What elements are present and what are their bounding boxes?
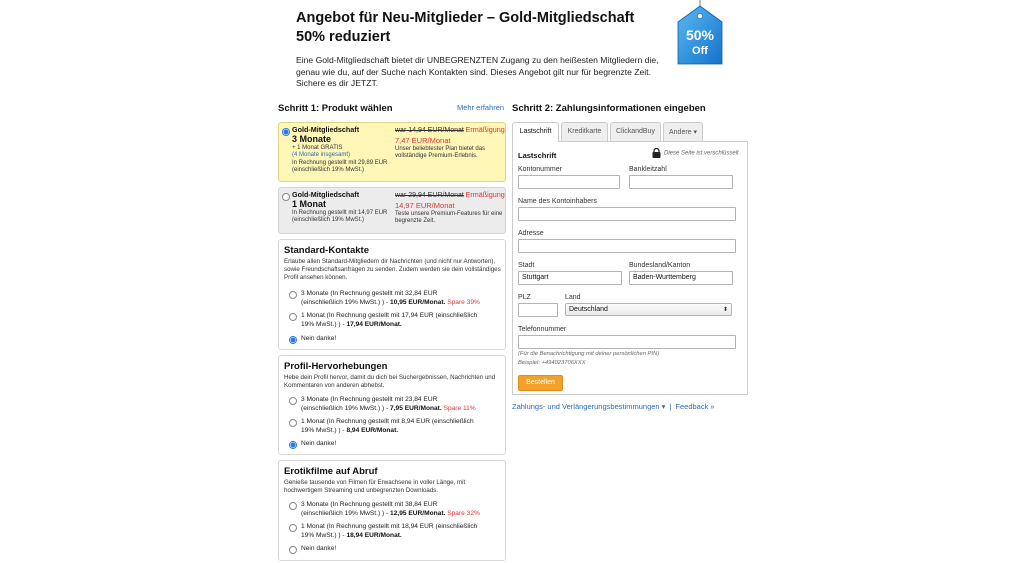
- telefon-input[interactable]: [518, 335, 736, 349]
- offer-discount: Ermäßigung: [465, 190, 505, 199]
- option-radio[interactable]: [289, 291, 297, 299]
- option-line1: 3 Monate (In Rechnung gestellt mit 38,84 EUR: [301, 501, 438, 508]
- option-radio[interactable]: [289, 313, 297, 321]
- offer-desc: Unser beliebtester Plan bietet das vollständige Premium-Erlebnis.: [395, 145, 486, 160]
- offer-info: [292, 126, 396, 175]
- option-radio[interactable]: [289, 397, 297, 405]
- offer-billing: In Rechnung gestellt mit 29,89 EUR: [292, 159, 388, 166]
- option-radio[interactable]: [289, 419, 297, 427]
- kontonummer-input[interactable]: [518, 175, 620, 189]
- option-line2: 19% MwSt.) ) -: [301, 531, 347, 539]
- addon-description: Erlaube allen Standard-Mitgliedern dir Nachrichten (und nicht nur Antworten), sowie Freundschaftsanfragen zu senden. Zudem werden sie dein vollständiges Profil ansehen können.: [284, 258, 501, 281]
- offer-radio[interactable]: [282, 193, 290, 201]
- bankleitzahl-label: Bankleitzahl: [629, 166, 667, 173]
- addon-profile-highlights: [278, 355, 506, 455]
- option-line1: 3 Monate (In Rechnung gestellt mit 32,84 EUR: [301, 290, 438, 297]
- phone-note: (Für die Benachrichtigung mit deiner persönlichen PIN): [518, 351, 660, 357]
- addon-title: Profil-Hervorhebungen: [284, 361, 388, 372]
- step2-title: Schritt 2: Zahlungsinformationen eingeben: [512, 103, 706, 114]
- option-price: 8,94 EUR/Monat.: [346, 426, 399, 434]
- offer-gold-3-months[interactable]: [278, 122, 506, 182]
- offer-vat: (einschließlich 19% MwSt.): [292, 167, 365, 174]
- more-info-link[interactable]: Mehr erfahren: [457, 103, 505, 112]
- land-label: Land: [565, 294, 581, 301]
- option-price: 12,95 EUR/Monat.: [390, 509, 446, 517]
- secure-text: Diese Seite ist verschlüsselt: [664, 150, 739, 157]
- option-line2: (einschließlich 19% MwSt.) ) -: [301, 404, 391, 412]
- offer-radio[interactable]: [282, 128, 290, 136]
- offer-vat: (einschließlich 19% MwSt.): [292, 217, 365, 224]
- option-radio[interactable]: [289, 336, 297, 344]
- plz-input[interactable]: [518, 303, 558, 317]
- option-radio[interactable]: [289, 524, 297, 532]
- bankleitzahl-input[interactable]: [629, 175, 733, 189]
- select-arrows-icon: ⬍: [722, 307, 728, 313]
- offer-extra: + 1 Monat GRATIS: [292, 144, 343, 151]
- addon-title: Erotikfilme auf Abruf: [284, 466, 378, 477]
- order-button[interactable]: Bestellen: [518, 375, 563, 391]
- bundesland-label: Bundesland/Kanton: [629, 262, 691, 269]
- option-line1: 3 Monate (In Rechnung gestellt mit 23,84 EUR: [301, 396, 438, 403]
- option-price: 18,94 EUR/Monat.: [346, 531, 402, 539]
- option-line1: 1 Monat (In Rechnung gestellt mit 8,94 EUR (einschließlich: [301, 418, 474, 425]
- adresse-label: Adresse: [518, 230, 544, 237]
- plz-label: PLZ: [518, 294, 531, 301]
- addon-standard-contacts: [278, 239, 506, 350]
- offer-pricing: [395, 191, 505, 226]
- step1-title: Schritt 1: Produkt wählen: [278, 103, 393, 114]
- addon-description: Genieße tausende von Filmen für Erwachsene in voller Länge, mit hochwertigem Streaming und unbegrenzten Downloads.: [284, 479, 466, 494]
- option-line1: 1 Monat (In Rechnung gestellt mit 17,94 EUR (einschließlich: [301, 312, 478, 319]
- option-line1: 1 Monat (In Rechnung gestellt mit 18,94 EUR (einschließlich: [301, 523, 478, 530]
- offer-name: Gold-Mitgliedschaft: [292, 125, 360, 134]
- addon-movies-on-demand: [278, 460, 506, 561]
- option-line1: Nein danke!: [301, 440, 337, 447]
- option-line2: 19% MwSt.) ) -: [301, 320, 347, 328]
- offer-billing: In Rechnung gestellt mit 14,97 EUR: [292, 209, 388, 216]
- tab-andere[interactable]: Andere ▾: [663, 122, 703, 141]
- offer-duration: 3 Monate: [292, 133, 332, 144]
- option-line2: (einschließlich 19% MwSt.) ) -: [301, 509, 391, 517]
- offer-desc: Teste unsere Premium-Features für eine begrenzte Zeit.: [395, 210, 503, 225]
- addon-description: Hebe dein Profil hervor, damit du dich bei Suchergebnissen, Nachrichten und Kommentaren von anderen abhebst.: [284, 374, 496, 389]
- option-radio[interactable]: [289, 546, 297, 554]
- option-save: Spare 32%: [447, 509, 480, 517]
- tag-percent: 50%: [685, 27, 715, 43]
- terms-link[interactable]: Zahlungs- und Verlängerungsbestimmungen ▾: [512, 402, 666, 411]
- stadt-input[interactable]: Stuttgart: [518, 271, 622, 285]
- telefon-label: Telefonnummer: [518, 326, 567, 333]
- offer-info: [292, 191, 396, 225]
- page-title-line1: Angebot für Neu-Mitglieder – Gold-Mitgliedschaft: [296, 10, 635, 26]
- kontonummer-label: Kontonummer: [518, 166, 562, 173]
- offer-old-price: war 29,94 EUR/Monat: [395, 192, 464, 199]
- option-line1: Nein danke!: [301, 545, 337, 552]
- option-price: 7,95 EUR/Monat.: [390, 404, 442, 412]
- offer-total: (4 Monate insgesamt): [292, 152, 351, 159]
- option-price: 10,95 EUR/Monat.: [390, 298, 446, 306]
- land-select[interactable]: [565, 303, 732, 316]
- offer-pricing: [395, 126, 505, 161]
- offer-gold-1-month[interactable]: [278, 187, 506, 234]
- kontoinhaber-input[interactable]: [518, 207, 736, 221]
- option-line1: Nein danke!: [301, 335, 337, 342]
- option-line2: (einschließlich 19% MwSt.) ) -: [301, 298, 391, 306]
- addon-title: Standard-Kontakte: [284, 245, 369, 256]
- offer-description: Eine Gold-Mitgliedschaft bietet dir UNBEGRENZTEN Zugang zu den heißesten Mitgliedern die, genau wie du, auf der Suche nach Kontakten sind. Dieses Angebot gilt nur für begrenzte Zeit. Sichere es dir JETZT.: [296, 55, 659, 89]
- kontoinhaber-label: Name des Kontoinhabers: [518, 198, 597, 205]
- option-line2: 19% MwSt.) ) -: [301, 426, 347, 434]
- offer-new-price: 7,47 EUR/Monat: [395, 135, 451, 145]
- offer-discount: Ermäßigung: [465, 125, 505, 134]
- phone-example: Beispiel: +494023706XXX: [518, 360, 586, 366]
- footer-separator: |: [669, 402, 672, 411]
- offer-name: Gold-Mitgliedschaft: [292, 190, 360, 199]
- page-title: [296, 9, 676, 47]
- option-price: 17,94 EUR/Monat.: [346, 320, 402, 328]
- footer-links: [512, 402, 715, 411]
- discount-tag-icon: [672, 0, 728, 68]
- tag-off: Off: [692, 45, 708, 57]
- offer-new-price: 14,97 EUR/Monat: [395, 200, 455, 210]
- lock-icon: [652, 148, 661, 158]
- option-save: Spare 39%: [447, 298, 480, 306]
- option-save: Spare 11%: [443, 404, 476, 412]
- option-radio[interactable]: [289, 441, 297, 449]
- offer-duration: 1 Monat: [292, 198, 327, 209]
- tab-clickandbuy[interactable]: ClickandBuy: [610, 122, 661, 141]
- option-radio[interactable]: [289, 502, 297, 510]
- secure-note: [652, 148, 739, 158]
- stadt-label: Stadt: [518, 262, 535, 269]
- feedback-link[interactable]: Feedback »: [675, 402, 715, 411]
- offer-old-price: war 14,94 EUR/Monat: [395, 127, 464, 134]
- tab-lastschrift[interactable]: Lastschrift: [512, 122, 559, 142]
- page-title-line2: 50% reduziert: [296, 29, 391, 45]
- tab-kreditkarte[interactable]: Kreditkarte: [561, 122, 608, 141]
- payment-panel-title: Lastschrift: [518, 151, 557, 160]
- land-selected-value: Deutschland: [569, 306, 608, 313]
- adresse-input[interactable]: [518, 239, 736, 253]
- bundesland-input[interactable]: Baden-Wurttemberg: [629, 271, 733, 285]
